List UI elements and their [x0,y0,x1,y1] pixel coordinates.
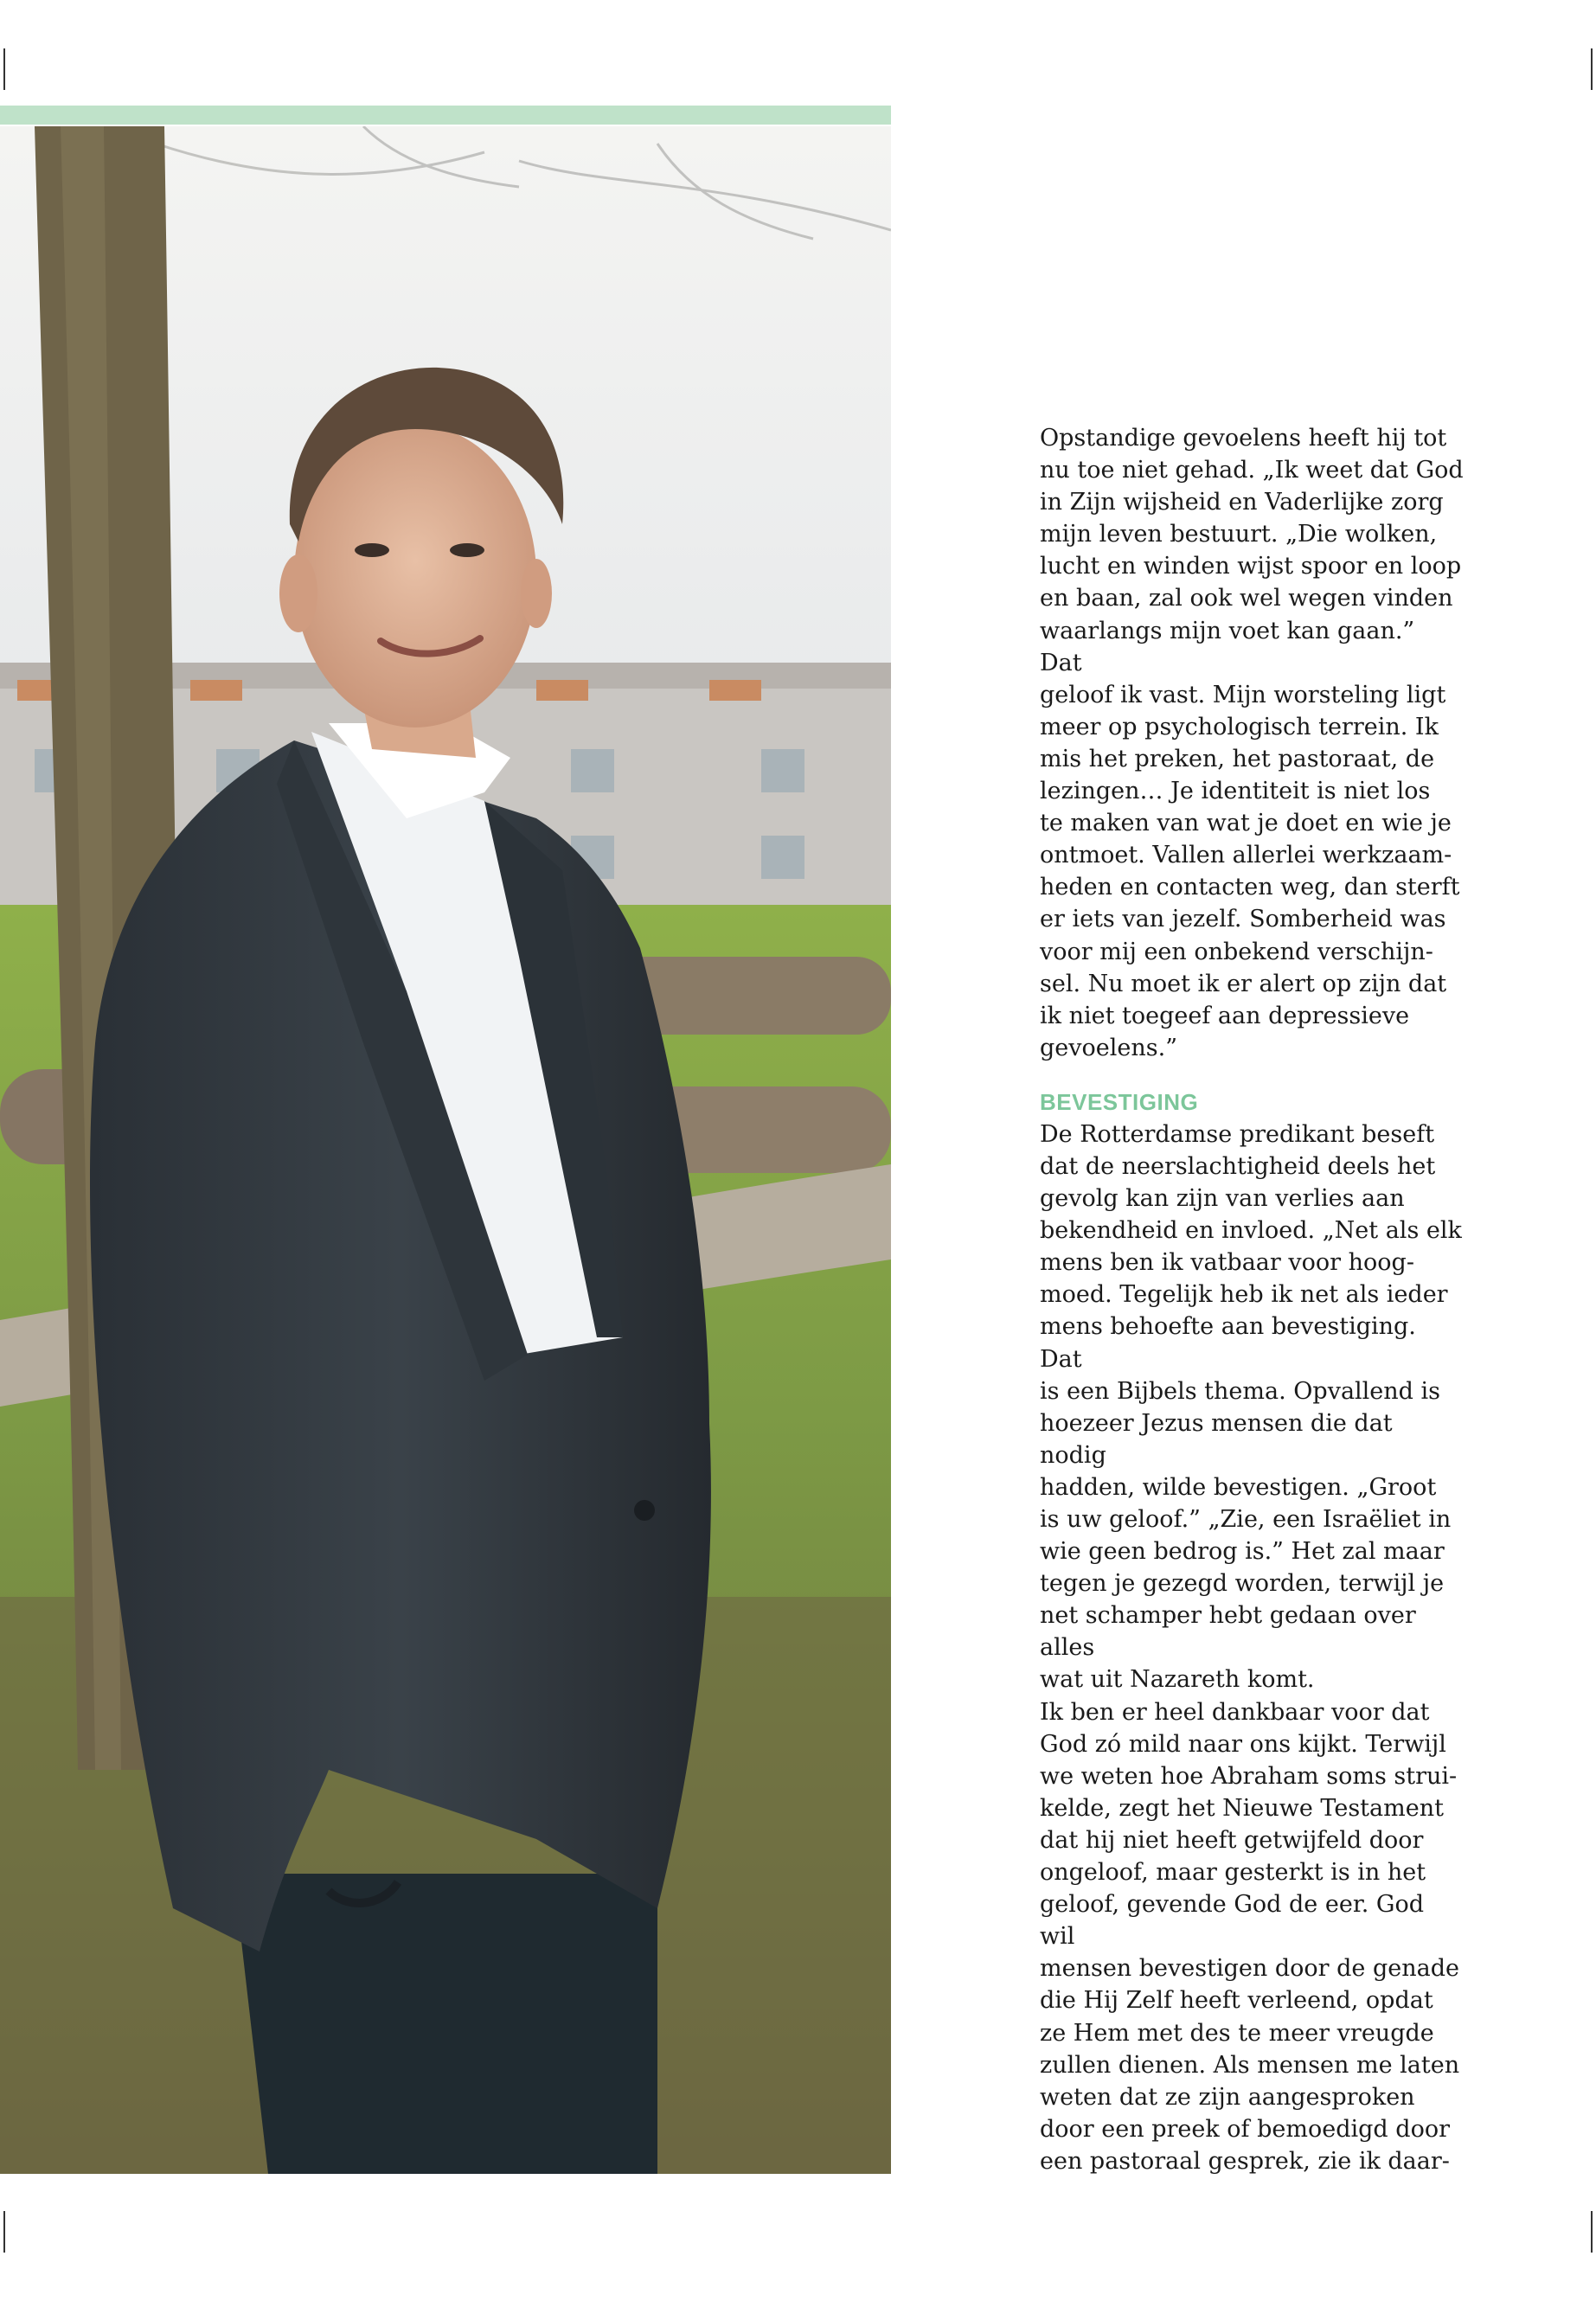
crop-mark-bottom-left [3,2211,5,2253]
crop-mark-top-left [3,48,5,90]
article-paragraph-3: Ik ben er heel dankbaar voor dat God zó mild naar ons kijkt. Terwijl we weten hoe Abraham soms strui- kelde, zegt het Nieuwe Testament dat hij niet heeft getwijfeld door ongeloof, maar gesterkt is in het geloof, gevende God de eer. God wil mensen bevestigen door de genade die Hij Zelf heeft verleend, opdat ze Hem met des te meer vreugde zullen dienen. Als mensen me laten weten dat ze zijn aangesproken door een preek of bemoedigd door een pastoraal gesprek, zie ik daar- [1040,1698,1460,2175]
crop-mark-bottom-right [1591,2211,1593,2253]
article-column [1040,422,1464,2177]
portrait-photo [0,126,891,2174]
section-heading: BEVESTIGING [1040,1088,1199,1115]
crop-mark-top-right [1591,48,1593,90]
article-paragraph-1: Opstandige gevoelens heeft hij tot nu toe niet gehad. „Ik weet dat God in Zijn wijsheid en Vaderlijke zorg mijn leven bestuurt. „Die wolken, lucht en winden wijst spoor en loop en baan, zal ook wel wegen vinden waarlangs mijn voet kan gaan.” Dat geloof ik vast. Mijn worsteling ligt meer op psychologisch terrein. Ik mis het preken, het pastoraat, de lezingen… Je identiteit is niet los te maken van wat je doet en wie je ontmoet. Vallen allerlei werkzaam- heden en contacten weg, dan sterft er iets van jezelf. Somberheid was voor mij een onbekend verschijn- sel. Nu moet ik er alert op zijn dat ik niet toegeef aan depressieve gevoelens.” [1040,425,1464,1061]
article-paragraph-2: De Rotterdamse predikant beseft dat de neerslachtigheid deels het gevolg kan zijn van verlies aan bekendheid en invloed. „Net als elk mens ben ik vatbaar voor hoog- moed. Tegelijk heb ik net als ieder mens behoefte aan bevestiging. Dat is een Bijbels thema. Opvallend is hoezeer Jezus mensen die dat nodig hadden, wilde bevestigen. „Groot is uw geloof.” „Zie, een Israëliet in wie geen bedrog is.” Het zal maar tegen je gezegd worden, terwijl je net schamper hebt gedaan over alles wat uit Nazareth komt. [1040,1120,1462,1694]
accent-bar [0,106,891,125]
